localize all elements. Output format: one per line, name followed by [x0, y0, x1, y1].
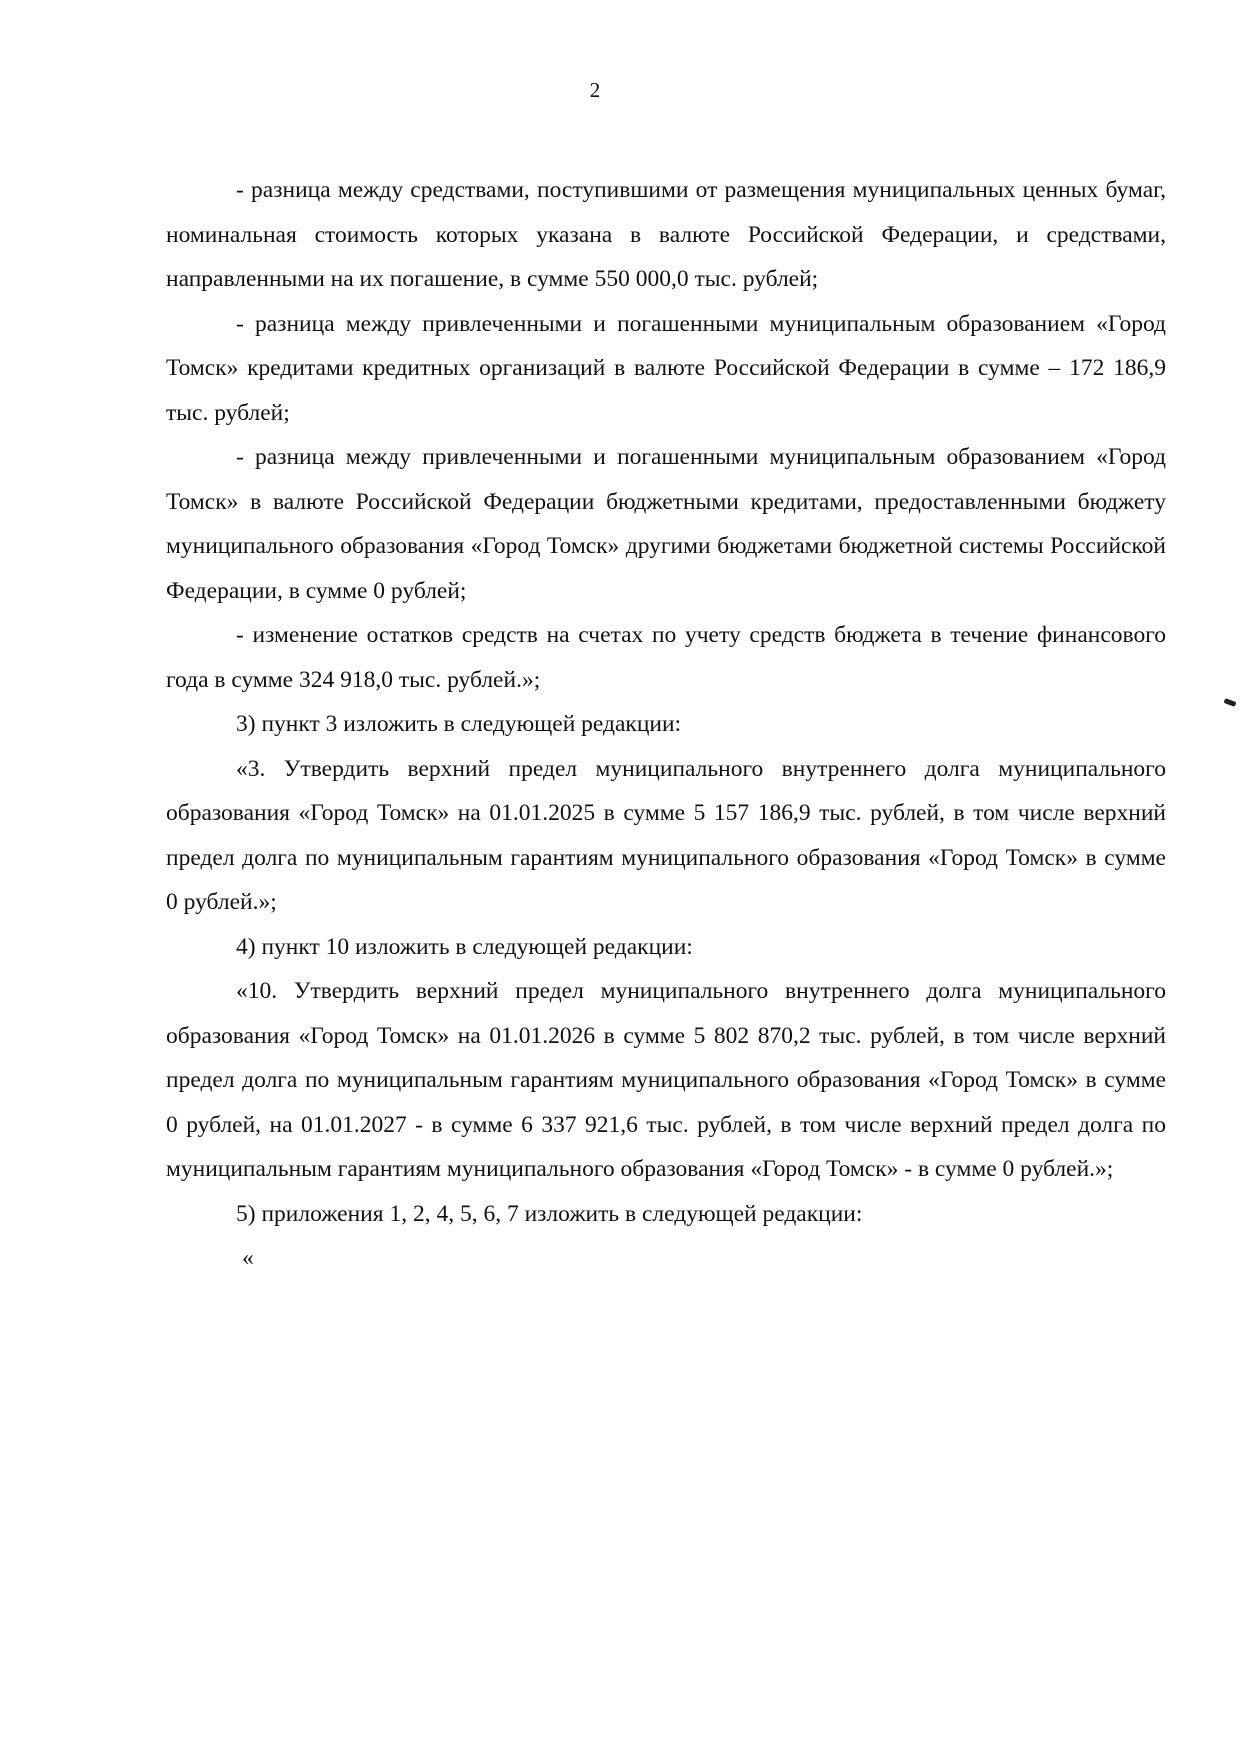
paragraph-securities-difference: - разница между средствами, поступившими от размещения муниципальных ценных бумаг, номинальная стоимость которых указана в валюте Российской Федерации, и средствами, направленными на их погашение, в сумме 550 000,0 тыс. рублей; — [166, 177, 1166, 292]
scan-artifact — [1224, 698, 1237, 707]
paragraph-appendices-heading: 5) приложения 1, 2, 4, 5, 6, 7 изложить в следующей редакции: — [236, 1200, 863, 1227]
paragraph-item-10-heading: 4) пункт 10 изложить в следующей редакции: — [236, 933, 693, 960]
opening-quote: « — [242, 1245, 254, 1271]
page-number: 2 — [589, 78, 601, 102]
paragraph-balance-change: - изменение остатков средств на счетах по учету средств бюджета в течение финансового года в сумме 324 918,0 тыс. рублей.»; — [166, 622, 1166, 693]
paragraph-item-3-text: «3. Утвердить верхний предел муниципального внутреннего долга муниципального образования «Город Томск» на 01.01.2025 в сумме 5 157 186,9 тыс. рублей, в том числе верхний предел долга по муниципальным гарантиям муниципального образования «Город Томск» в сумме 0 рублей.»; — [166, 755, 1166, 915]
paragraph-item-3-heading: 3) пункт 3 изложить в следующей редакции: — [236, 711, 682, 737]
paragraph-item-10-text: «10. Утвердить верхний предел муниципального внутреннего долга муниципального образования «Город Томск» на 01.01.2026 в сумме 5 802 870,2 тыс. рублей, в том числе верхний предел долга по муниципальным гарантиям муниципального образования «Город Томск» в сумме 0 рублей, на 01.01.2027 - в сумме 6 337 921,6 тыс. рублей, в том числе верхний предел долга по муниципальным гарантиям муниципального образования «Город Томск» - в сумме 0 рублей.»; — [166, 978, 1166, 1182]
document-body — [166, 168, 1166, 1281]
paragraph-budget-credits-difference: - разница между привлеченными и погашенными муниципальным образованием «Город Томск» в валюте Российской Федерации бюджетными кредитами, предоставленными бюджету муниципального образования «Город Томск» другими бюджетами бюджетной системы Российской Федерации, в сумме 0 рублей; — [166, 444, 1166, 604]
paragraph-credit-org-difference: - разница между привлеченными и погашенными муниципальным образованием «Город Томск» кредитами кредитных организаций в валюте Российской Федерации в сумме – 172 186,9 тыс. рублей; — [166, 310, 1166, 426]
